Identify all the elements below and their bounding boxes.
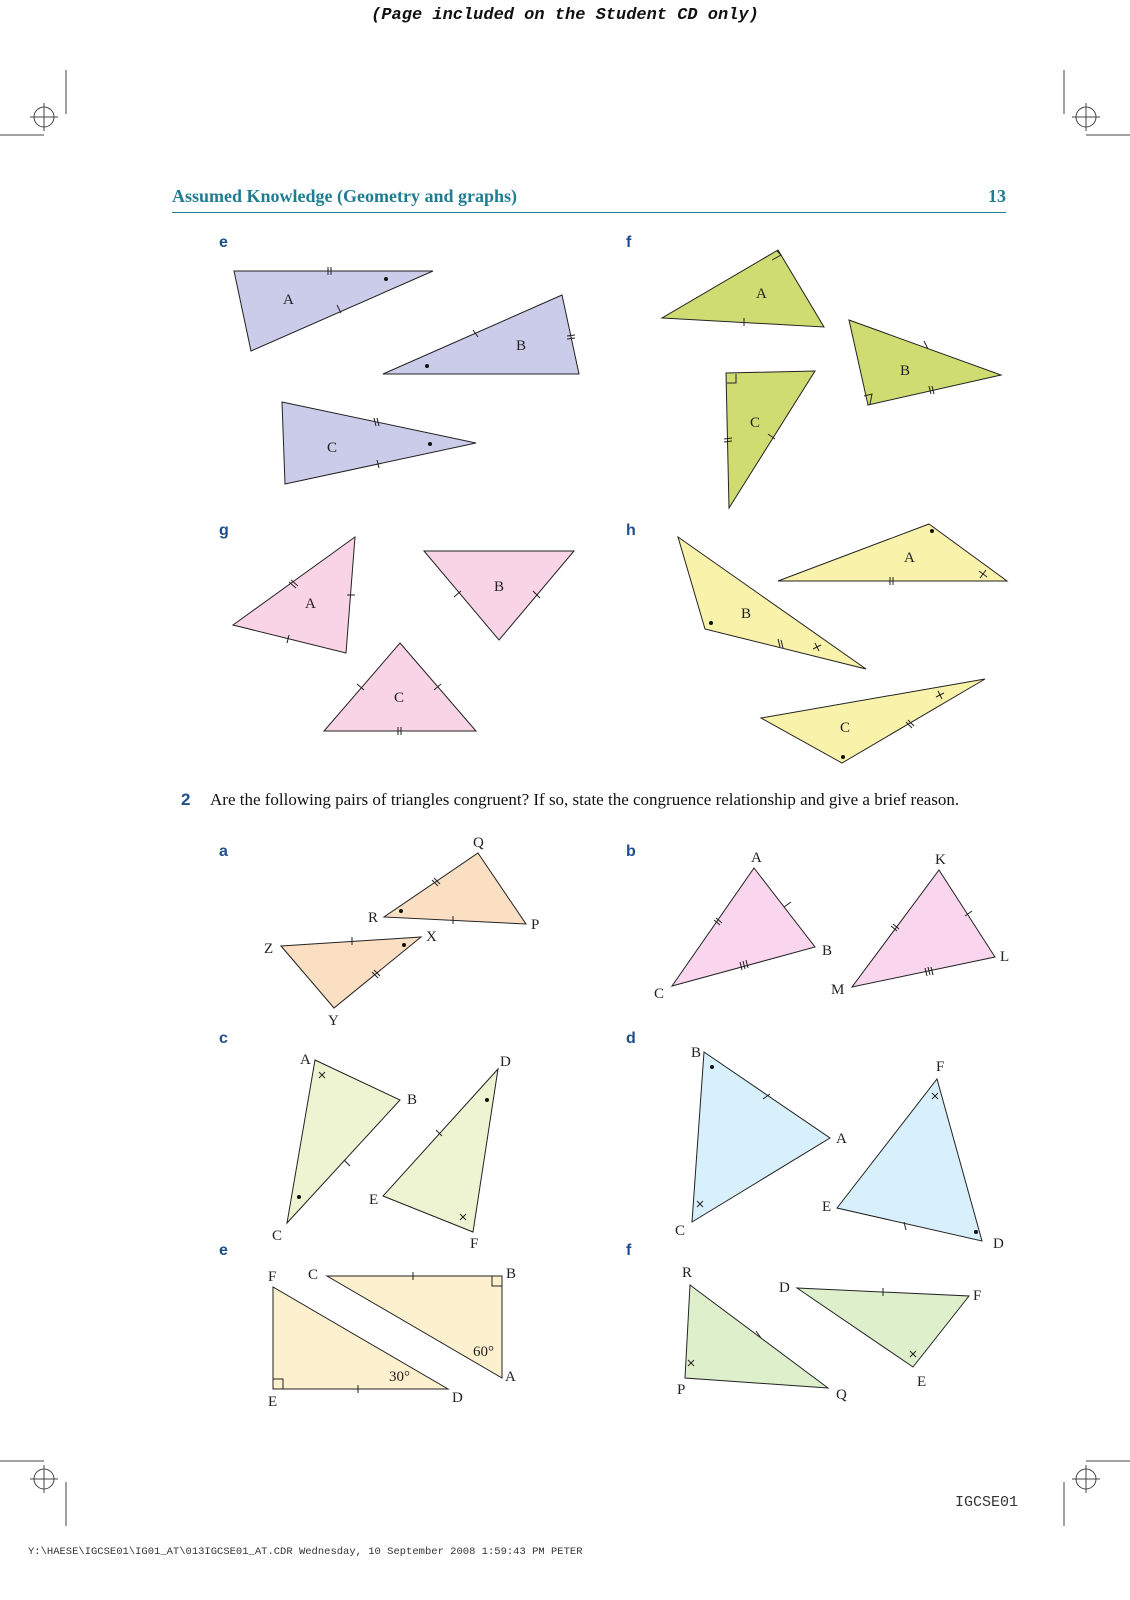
triangle-h-A [778, 524, 1007, 581]
triangle-e-C [282, 402, 476, 484]
triangle-g-B [424, 551, 574, 640]
crop-mark-bottom-right [1064, 1461, 1130, 1526]
footer-file-path: Y:\HAESE\IGCSE01\IG01_AT\013IGCSE01_AT.CDR Wednesday, 10 September 2008 1:59:43 PM PETER [28, 1546, 583, 1558]
question-text: Are the following pairs of triangles congruent? If so, state the congruence relationship and give a brief reason. [210, 790, 960, 809]
q1-figures [0, 0, 1130, 780]
question-number: 2 [181, 790, 191, 809]
triangle-q2a-ZXY [281, 937, 421, 1008]
label-q2d-C: C [675, 1223, 686, 1239]
triangle-h-C [761, 679, 985, 763]
label-q2c-E: E [369, 1192, 379, 1208]
triangle-h-B [678, 537, 866, 669]
label-f-C: C [750, 415, 761, 431]
triangle-g-A [233, 537, 355, 653]
part-label-g: g [219, 522, 229, 539]
q2-label-e: e [219, 1242, 228, 1259]
part-label-f: f [626, 234, 632, 251]
label-q2c-D: D [500, 1054, 511, 1070]
label-q2a-Q: Q [473, 835, 484, 851]
triangle-q2c-ABC [287, 1060, 400, 1223]
triangle-q2f-DFE [797, 1288, 969, 1367]
q2-label-d: d [626, 1030, 636, 1047]
figure-q2f [677, 1265, 981, 1403]
triangle-f-A [662, 250, 824, 327]
label-q2d-E: E [822, 1199, 832, 1215]
triangle-q2d-FED [837, 1079, 982, 1241]
label-g-A: A [305, 596, 316, 612]
figure-h [678, 524, 1007, 763]
angle-label-60: 60° [473, 1344, 494, 1360]
label-q2e-C: C [308, 1267, 319, 1283]
crop-mark-bottom-left [0, 1461, 66, 1526]
label-q2b-M: M [831, 982, 845, 998]
triangle-f-B [849, 320, 1001, 405]
label-q2b-L: L [1000, 949, 1010, 965]
triangle-e-A [234, 271, 433, 351]
figure-f [662, 250, 1001, 508]
figure-q2c [272, 1052, 511, 1252]
triangle-q2a-QRP [384, 853, 526, 924]
label-q2d-F: F [936, 1059, 945, 1075]
triangle-q2c-DEF [383, 1069, 498, 1232]
page-number: 13 [988, 186, 1006, 206]
label-q2d-D: D [993, 1236, 1004, 1252]
label-q2d-A: A [836, 1131, 847, 1147]
triangle-q2b-ABC [672, 868, 815, 986]
label-e-C: C [327, 440, 338, 456]
label-q2f-Q: Q [836, 1387, 847, 1403]
label-f-A: A [756, 286, 767, 302]
triangle-f-C [726, 371, 815, 508]
label-q2f-P: P [677, 1382, 686, 1398]
figure-q2e [268, 1266, 516, 1410]
label-q2c-F: F [470, 1236, 479, 1252]
q2-label-c: c [219, 1030, 228, 1047]
figure-g [233, 537, 574, 735]
figure-q2a [264, 835, 539, 1029]
label-h-A: A [904, 550, 915, 566]
q2-label-a: a [219, 843, 228, 860]
triangle-e-B [383, 295, 579, 374]
part-label-e: e [219, 234, 228, 251]
label-q2e-B: B [506, 1266, 517, 1282]
angle-label-30: 30° [389, 1369, 410, 1385]
q2-label-b: b [626, 843, 636, 860]
label-q2c-C: C [272, 1228, 283, 1244]
triangle-q2d-BAC [692, 1052, 830, 1222]
label-e-A: A [283, 292, 294, 308]
q2-figures [0, 830, 1130, 1420]
label-h-C: C [840, 720, 851, 736]
label-q2d-B: B [691, 1045, 702, 1061]
section-title: Assumed Knowledge (Geometry and graphs) [172, 186, 517, 206]
label-q2e-D: D [452, 1390, 463, 1406]
q2-label-f: f [626, 1242, 632, 1259]
label-q2c-A: A [300, 1052, 311, 1068]
book-code: IGCSE01 [954, 1494, 1018, 1511]
figure-d-q2 [675, 1045, 1004, 1252]
label-q2f-D: D [779, 1280, 790, 1296]
figure-q2b [654, 850, 1009, 1002]
label-e-B: B [516, 338, 527, 354]
label-q2f-F: F [973, 1288, 982, 1304]
label-q2c-B: B [407, 1092, 418, 1108]
label-q2b-B: B [822, 943, 833, 959]
cd-only-note: (Page included on the Student CD only) [371, 6, 759, 25]
label-g-B: B [494, 579, 505, 595]
label-q2b-C: C [654, 986, 665, 1002]
label-q2a-Y: Y [328, 1013, 339, 1029]
label-q2b-K: K [935, 852, 946, 868]
label-q2a-P: P [531, 917, 540, 933]
label-q2a-Z: Z [264, 941, 274, 957]
label-q2f-E: E [917, 1374, 927, 1390]
label-q2b-A: A [751, 850, 762, 866]
part-label-h: h [626, 522, 636, 539]
triangle-q2f-RPQ [685, 1285, 828, 1388]
label-q2e-F: F [268, 1269, 277, 1285]
label-q2e-E: E [268, 1394, 278, 1410]
label-q2a-X: X [426, 929, 437, 945]
label-h-B: B [741, 606, 752, 622]
label-g-C: C [394, 690, 405, 706]
triangle-g-C [324, 643, 476, 731]
label-q2f-R: R [682, 1265, 693, 1281]
figure-e [234, 267, 579, 484]
label-q2e-A: A [505, 1369, 516, 1385]
label-f-B: B [900, 363, 911, 379]
label-q2a-R: R [368, 910, 379, 926]
triangle-q2b-KLM [852, 870, 995, 987]
